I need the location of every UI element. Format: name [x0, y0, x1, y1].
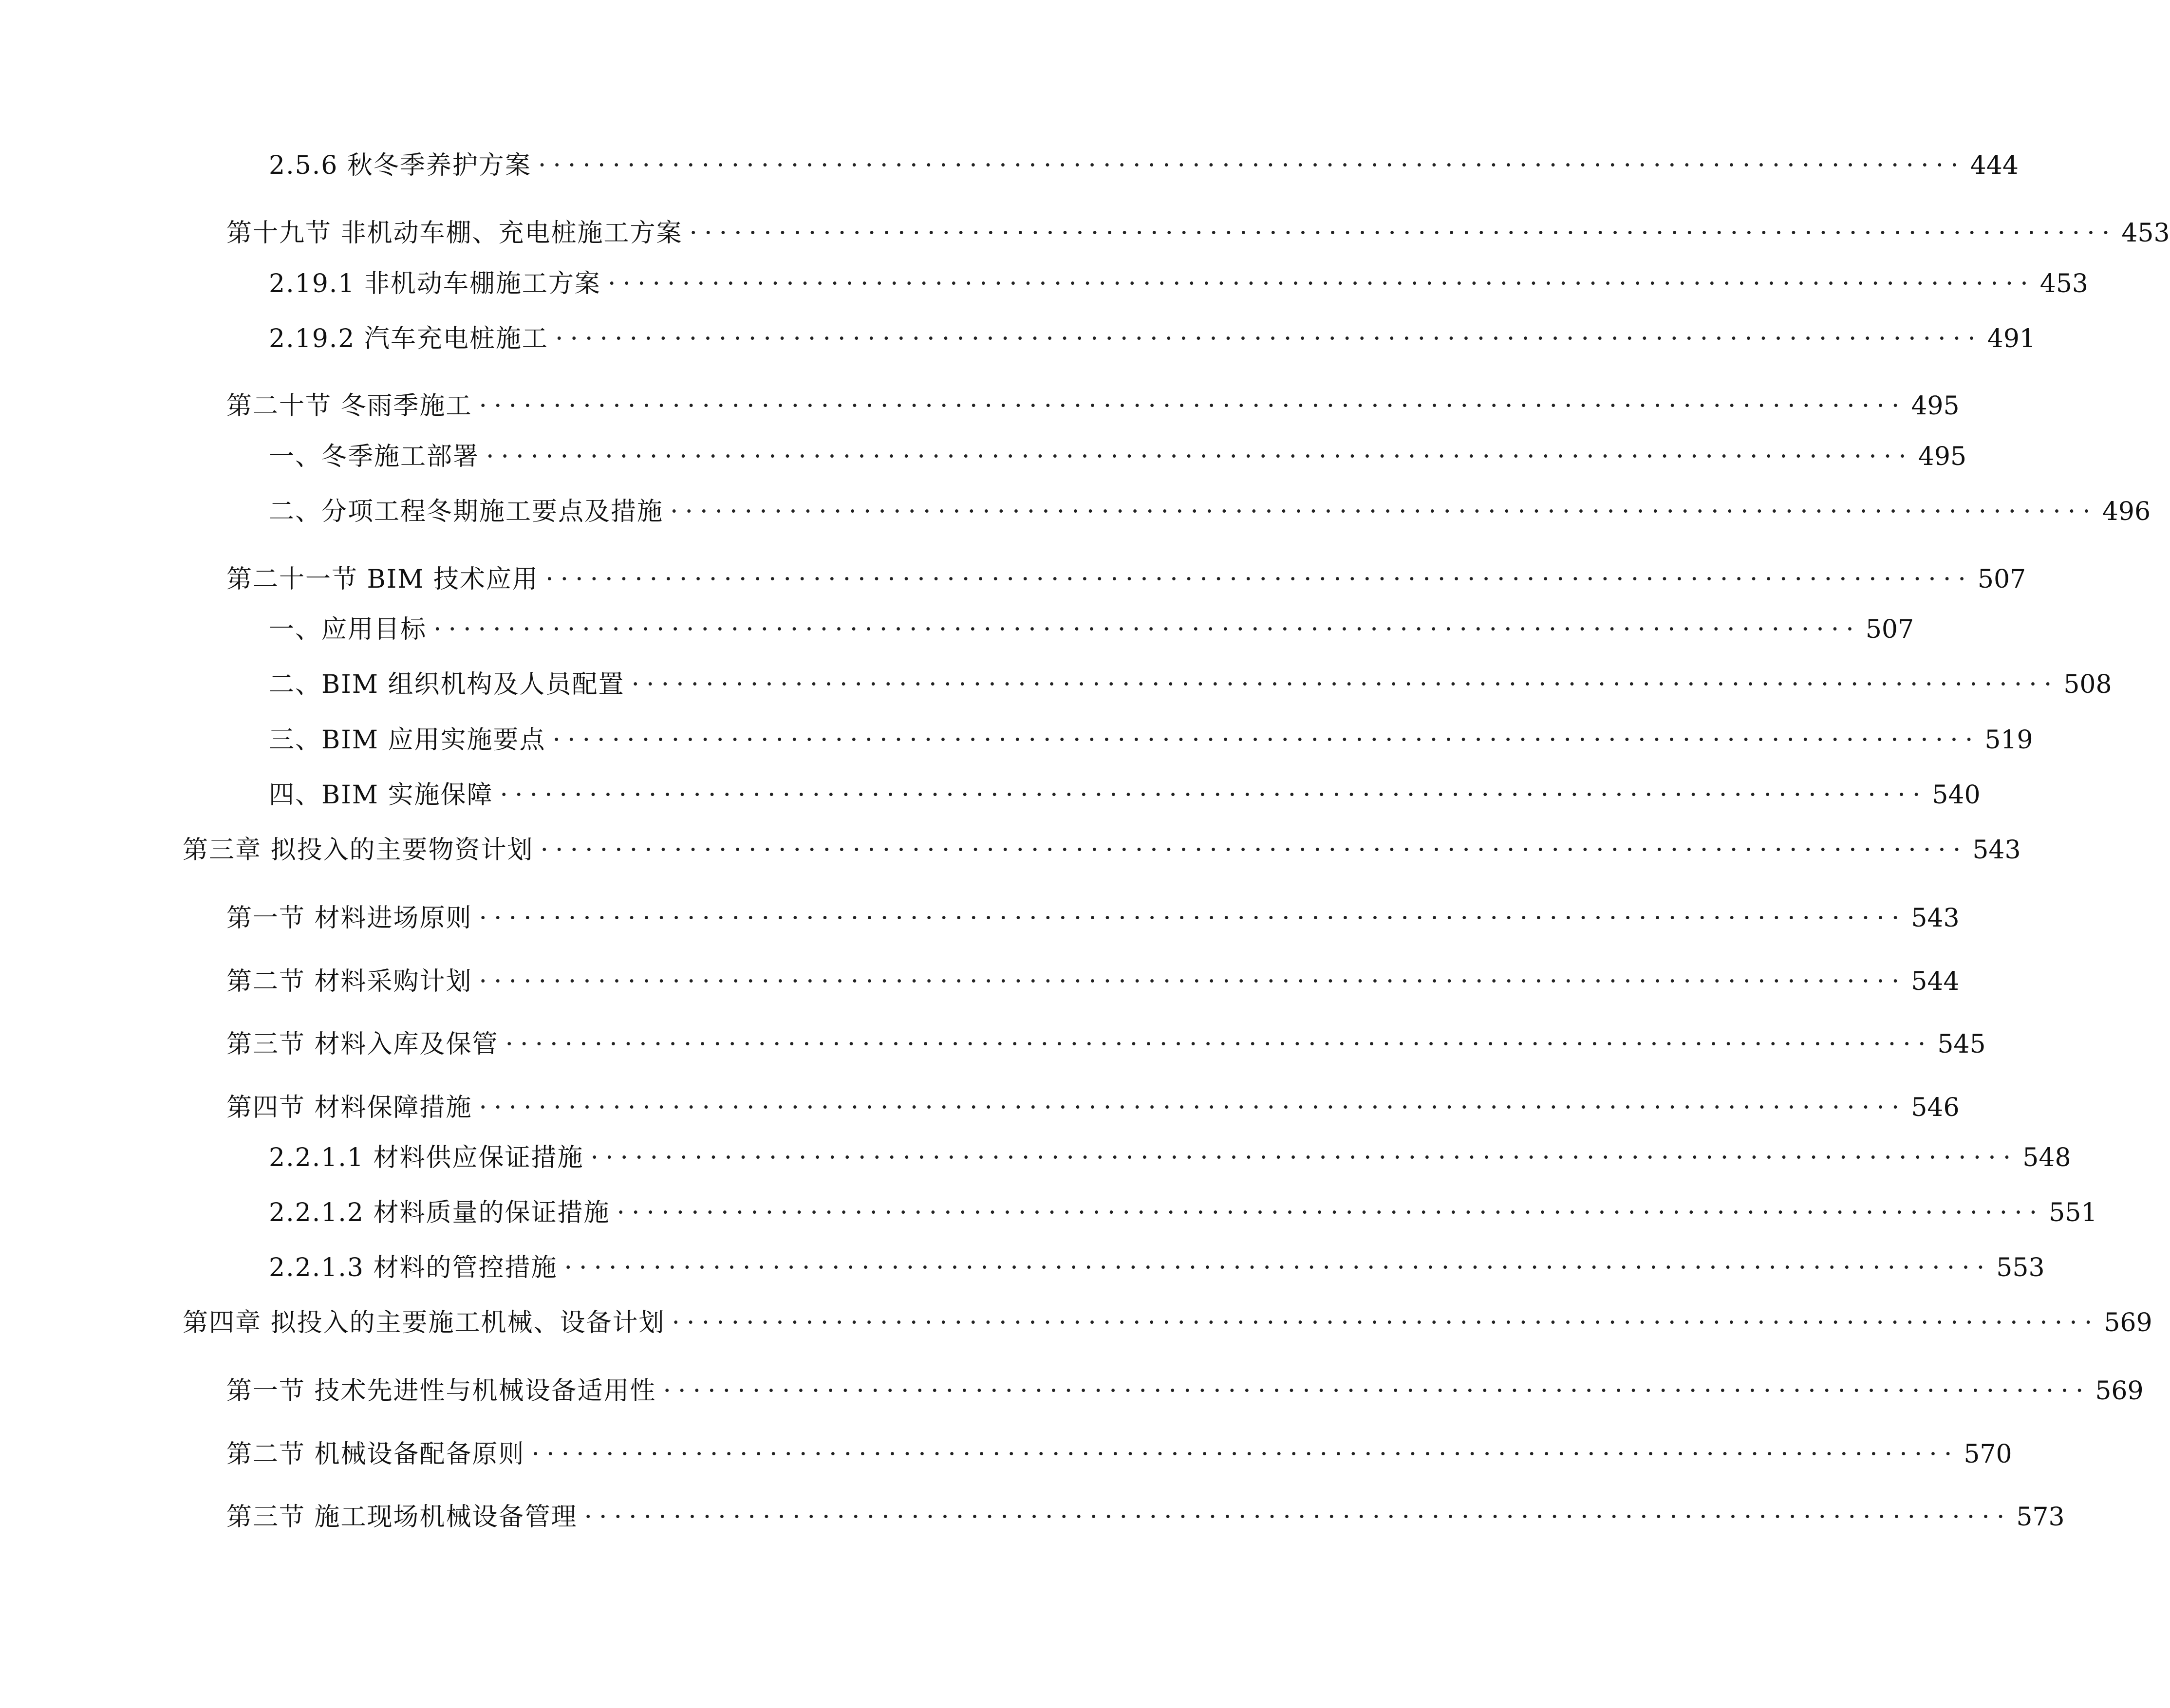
toc-entry-title: 第十九节 非机动车棚、充电桩施工方案: [226, 219, 683, 248]
toc-page-number: 495: [1918, 442, 1967, 471]
toc-dot-leader: ································································································: [564, 1253, 1992, 1282]
toc-entry-title: 第三节 施工现场机械设备管理: [226, 1503, 578, 1532]
toc-dot-leader: ································································································: [672, 1308, 2099, 1337]
toc-dot-leader: ································································································: [433, 615, 1861, 644]
toc-entry[interactable]: [269, 1138, 2071, 1177]
toc-dot-leader: ································································································: [689, 219, 2117, 248]
toc-entry[interactable]: [269, 776, 1981, 815]
toc-page-number: 507: [1865, 615, 1914, 644]
toc-dot-leader: ································································································: [584, 1503, 2012, 1532]
toc-page-number: 453: [2121, 219, 2170, 248]
toc-entry-title: 一、冬季施工部署: [269, 442, 480, 471]
toc-dot-leader: ································································································: [540, 835, 1968, 865]
toc-entry[interactable]: [226, 560, 2026, 599]
toc-page-number: 548: [2022, 1143, 2071, 1172]
toc-entry[interactable]: [226, 1088, 1960, 1127]
toc-entry-title: 第四节 材料保障措施: [226, 1093, 472, 1122]
toc-dot-leader: ································································································: [500, 780, 1927, 810]
toc-entry-title: 第二十一节 BIM 技术应用: [226, 565, 539, 594]
toc-dot-leader: ································································································: [555, 324, 1983, 353]
toc-entry-title: 2.5.6 秋冬季养护方案: [269, 151, 531, 180]
toc-entry-title: 二、BIM 组织机构及人员配置: [269, 670, 625, 699]
toc-entry[interactable]: [269, 492, 2151, 531]
toc-dot-leader: ································································································: [479, 1093, 1907, 1122]
toc-dot-leader: ································································································: [590, 1143, 2018, 1172]
toc-entry[interactable]: [226, 962, 1960, 1001]
toc-dot-leader: ································································································: [505, 1030, 1933, 1059]
toc-page-number: 569: [2095, 1376, 2144, 1406]
toc-entry[interactable]: [269, 610, 1914, 649]
toc-entry-title: 四、BIM 实施保障: [269, 780, 493, 810]
toc-entry[interactable]: [226, 1435, 2012, 1474]
toc-entry-title: 2.2.1.2 材料质量的保证措施: [269, 1198, 610, 1227]
toc-dot-leader: ································································································: [538, 151, 1965, 180]
toc-page-number: 545: [1937, 1030, 1986, 1059]
toc-entry[interactable]: [269, 437, 1967, 476]
toc-entry-title: 第一节 材料进场原则: [226, 904, 472, 933]
toc-entry-title: 第二十节 冬雨季施工: [226, 391, 472, 421]
toc-dot-leader: ································································································: [479, 904, 1907, 933]
toc-dot-leader: ································································································: [531, 1440, 1959, 1469]
toc-entry-title: 一、应用目标: [269, 615, 427, 644]
toc-page-number: 551: [2049, 1198, 2097, 1227]
toc-page-number: 491: [1987, 324, 2036, 353]
toc-entry[interactable]: [269, 319, 2036, 358]
toc-dot-leader: ································································································: [663, 1376, 2091, 1406]
toc-entry[interactable]: [269, 264, 2089, 303]
toc-entry[interactable]: [226, 214, 2170, 253]
toc-entry[interactable]: [183, 831, 2021, 870]
toc-page-number: 540: [1932, 780, 1981, 810]
toc-dot-leader: ································································································: [486, 442, 1913, 471]
toc-page-number: 495: [1911, 391, 1960, 421]
toc-dot-leader: ································································································: [617, 1198, 2044, 1227]
toc-entry[interactable]: [269, 721, 2033, 760]
toc-page-number: 553: [1996, 1253, 2045, 1282]
toc-entry-title: 第四章 拟投入的主要施工机械、设备计划: [183, 1308, 665, 1337]
toc-dot-leader: ································································································: [479, 391, 1907, 421]
toc-entry-title: 第一节 技术先进性与机械设备适用性: [226, 1376, 656, 1406]
toc-page-number: 453: [2039, 269, 2089, 298]
toc-entry[interactable]: [269, 146, 2019, 185]
toc-dot-leader: ································································································: [545, 565, 1973, 594]
toc-entry[interactable]: [226, 899, 1960, 938]
toc-entry[interactable]: [183, 1303, 2152, 1342]
toc-entry-title: 2.2.1.1 材料供应保证措施: [269, 1143, 584, 1172]
toc-entry-title: 2.2.1.3 材料的管控措施: [269, 1253, 558, 1282]
toc-page-number: 543: [1911, 904, 1960, 933]
toc-entry-title: 三、BIM 应用实施要点: [269, 725, 546, 755]
toc-entry[interactable]: [226, 1372, 2144, 1411]
toc-dot-leader: ································································································: [631, 670, 2059, 699]
toc-page-number: 544: [1911, 967, 1960, 996]
toc-entry-title: 2.19.2 汽车充电桩施工: [269, 324, 548, 353]
toc-entry[interactable]: [226, 387, 1960, 426]
toc-page-number: 546: [1911, 1093, 1960, 1122]
toc-page-number: 543: [1972, 835, 2021, 865]
toc-dot-leader: ································································································: [670, 497, 2097, 526]
toc-page-number: 573: [2016, 1503, 2065, 1532]
toc-page-number: 508: [2063, 670, 2112, 699]
toc-dot-leader: ································································································: [552, 725, 1980, 755]
toc-entry[interactable]: [226, 1498, 2065, 1537]
toc-dot-leader: ································································································: [479, 967, 1907, 996]
toc-page-number: 507: [1977, 565, 2026, 594]
toc-entry[interactable]: [269, 1248, 2045, 1287]
toc-page-number: 569: [2104, 1308, 2152, 1337]
toc-page-number: 570: [1964, 1440, 2012, 1469]
toc-entry-title: 二、分项工程冬期施工要点及措施: [269, 497, 664, 526]
toc-page-number: 519: [1984, 725, 2033, 755]
toc-entry[interactable]: [269, 1193, 2097, 1232]
toc-entry[interactable]: [226, 1025, 1986, 1064]
toc-page-number: 496: [2102, 497, 2151, 526]
toc-entry-title: 2.19.1 非机动车棚施工方案: [269, 269, 601, 298]
toc-entry-title: 第三章 拟投入的主要物资计划: [183, 835, 534, 865]
toc-entry[interactable]: [269, 665, 2112, 704]
toc-entry-title: 第二节 材料采购计划: [226, 967, 472, 996]
toc-entry-title: 第二节 机械设备配备原则: [226, 1440, 525, 1469]
toc-page-number: 444: [1970, 151, 2019, 180]
toc-entry-title: 第三节 材料入库及保管: [226, 1030, 499, 1059]
toc-dot-leader: ································································································: [607, 269, 2035, 298]
